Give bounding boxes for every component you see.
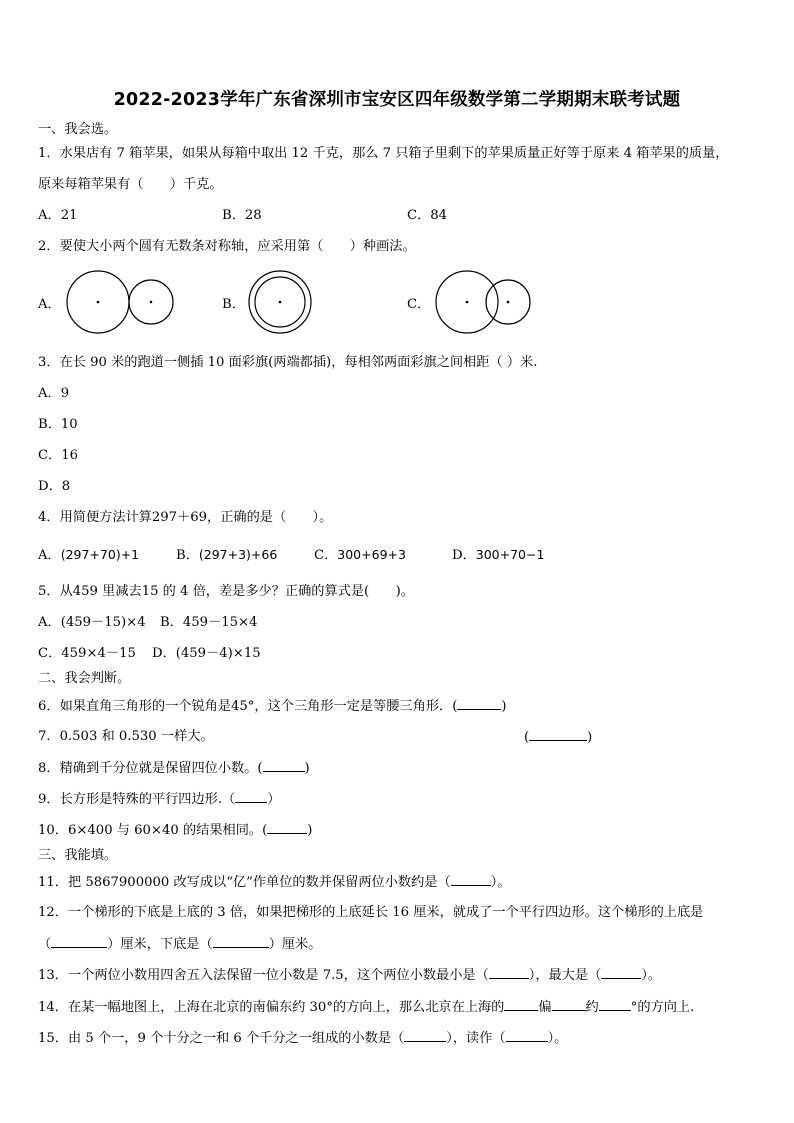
answer-blank[interactable] [457,697,501,710]
question-text: ）。 [547,1031,568,1046]
option-label: A． [38,548,61,563]
question-5-option-c[interactable]: C．459×4－15 [38,646,136,661]
answer-blank-degree[interactable] [599,998,631,1011]
question-2-option-b[interactable]: B． [222,297,245,312]
question-12-line-1: 12．一个梯形的下底是上底的 3 倍，如果把梯形的上底延长 16 厘米，就成了一个平行四边形。这个梯形的上底是 [38,905,704,920]
answer-blank[interactable] [267,821,307,834]
question-8 [38,759,310,778]
question-10 [38,821,312,840]
question-7-answer [524,728,592,747]
option-expression: 300+69+3 [337,547,406,562]
answer-blank-reading[interactable] [506,1029,548,1042]
question-6 [38,697,507,716]
question-text: 8．精确到千分位就是保留四位小数。( [38,761,263,776]
question-1-line-1: 1．水果店有 7 箱苹果，如果从每箱中取出 12 千克，那么 7 只箱子里剩下的苹果质量正好等于原来 4 箱苹果的质量， [38,146,729,161]
option-label: D． [452,548,476,563]
question-text: 13．一个两位小数用四舍五入法保留一位小数是 7.5，这个两位小数最小是（ [38,968,489,983]
question-13 [38,966,661,985]
question-2-option-a[interactable]: A． [38,297,61,312]
section-heading-fill: 三、我能填。 [38,848,118,863]
question-4-option-a[interactable] [38,546,139,565]
question-3-option-a[interactable]: A．9 [38,386,70,401]
paren-close: ) [307,823,313,838]
section-heading-judge: 二、我会判断。 [38,671,131,686]
section-heading-choice: 一、我会选。 [38,122,118,137]
question-11 [38,873,510,892]
question-15 [38,1029,567,1048]
question-2-text: 2．要使大小两个圆有无数条对称轴，应采用第（ ）种画法。 [38,239,416,254]
figure-a-tangent-circles [60,268,180,336]
answer-blank-max[interactable] [601,966,641,979]
question-3-option-b[interactable]: B．10 [38,417,78,432]
question-14 [38,998,694,1017]
option-label: B． [176,548,199,563]
question-3-option-d[interactable]: D．8 [38,479,71,494]
question-3-option-c[interactable]: C．16 [38,448,79,463]
question-text: 6．如果直角三角形的一个锐角是45°，这个三角形一定是等腰三角形．( [38,699,458,714]
paren-close: ) [587,730,593,745]
question-4-text: 4．用简便方法计算297＋69，正确的是（ ）。 [38,510,333,525]
answer-blank-top[interactable] [51,935,107,948]
question-text: 14．在某一幅地图上，上海在北京的南偏东约 30°的方向上，那么北京在上海的 [38,1000,505,1015]
question-text: 11．把 5867900000 改写成以“亿”作单位的数并保留两位小数约是（ [38,875,451,890]
paren-open: ( [524,730,530,745]
answer-blank-direction-2[interactable] [552,998,586,1011]
paren-close: ) [501,699,507,714]
question-5-option-d[interactable]: D．(459－4)×15 [152,646,261,661]
answer-blank[interactable] [529,728,587,741]
answer-blank[interactable] [235,790,267,803]
question-12-line-2 [38,935,321,954]
question-text: ）。 [641,968,662,983]
question-3-text: 3．在长 90 米的跑道一侧插 10 面彩旗(两端都插)，每相邻两面彩旗之间相距（ ）米. [38,355,538,370]
question-1-option-a[interactable]: A．21 [38,208,78,223]
question-1-option-b[interactable]: B．28 [222,208,262,223]
question-text: °的方向上. [630,1000,695,1015]
question-text: ），最大是（ [528,968,602,983]
question-text: 约 [585,1000,599,1015]
question-4-option-d[interactable] [452,546,544,565]
question-1-option-c[interactable]: C．84 [407,208,448,223]
option-expression: 300+70−1 [475,547,545,562]
question-5-text: 5．从459 里减去15 的 4 倍，差是多少？正确的算式是( )。 [38,584,414,599]
question-text: 偏 [538,1000,552,1015]
figure-c-intersecting-circles [430,268,536,336]
page-title: 2022-2023学年广东省深圳市宝安区四年级数学第二学期期末联考试题 [113,90,681,110]
question-text: ），读作（ [446,1031,506,1046]
question-text: 9．长方形是特殊的平行四边形.（ [38,792,236,807]
answer-blank-number[interactable] [404,1029,446,1042]
question-5-option-a[interactable]: A．(459－15)×4 [38,615,146,630]
paren-open: （ [38,937,52,952]
option-label: C． [314,548,338,563]
question-text: ）厘米。 [268,937,322,952]
question-5-option-b[interactable]: B．459－15×4 [160,615,258,630]
question-9 [38,790,280,809]
question-4-option-b[interactable] [176,546,277,565]
option-expression: (297+3)+66 [198,547,278,562]
question-1-line-2: 原来每箱苹果有（ ）千克。 [38,177,223,192]
question-2-option-c[interactable]: C． [407,297,431,312]
answer-blank[interactable] [451,873,491,886]
question-7-text: 7．0.503 和 0.530 一样大。 [38,729,214,744]
answer-blank-direction-1[interactable] [504,998,538,1011]
question-text: ）厘米，下底是（ [107,937,213,952]
question-4-option-c[interactable] [314,546,406,565]
paren-close: ） [267,792,281,807]
option-expression: (297+70)+1 [60,547,140,562]
question-text: 15．由 5 个一，9 个十分之一和 6 个千分之一组成的小数是（ [38,1031,405,1046]
question-text: 10．6×400 与 60×40 的结果相同。( [38,823,268,838]
figure-b-concentric-circles [244,268,318,336]
answer-blank-bottom[interactable] [213,935,269,948]
paren-close: ）。 [490,875,511,890]
paren-close: ) [304,761,310,776]
answer-blank[interactable] [263,759,305,772]
answer-blank-min[interactable] [489,966,529,979]
